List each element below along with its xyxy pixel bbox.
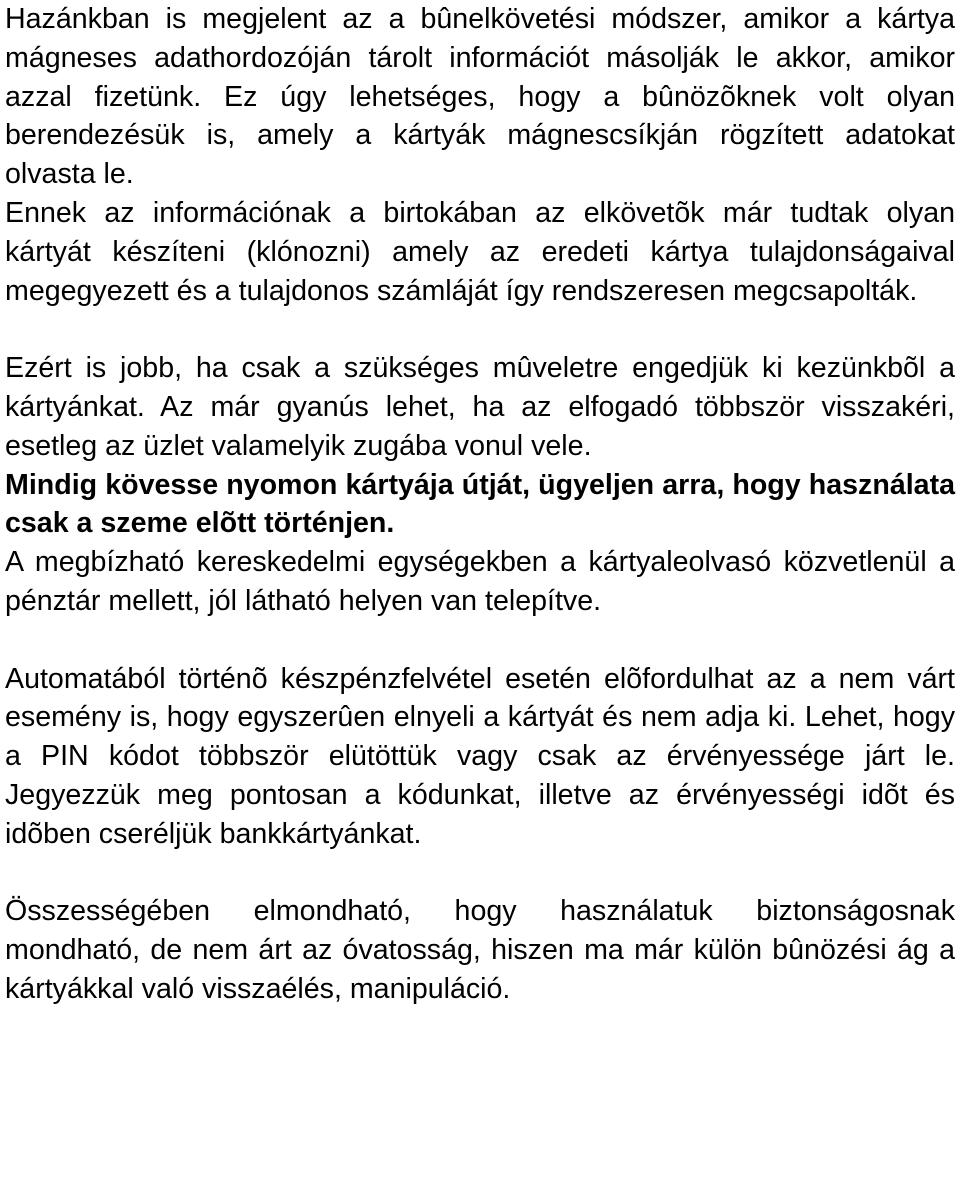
paragraph-keep-card: Ezért is jobb, ha csak a szükséges mûveletre engedjük ki kezünkbõl a kártyánkat. Az már gyanús lehet, ha az elfogadó többször visszakéri, esetleg az üzlet valamelyik zugába vonul vele. [5,352,955,462]
paragraph-summary: Összességében elmondható, hogy használatuk biztonságosnak mondható, de nem árt az óvatosság, hiszen ma már külön bûnözési ág a kártyákkal való visszaélés, manipuláció. [5,895,955,1005]
paragraph-card-skimming: Hazánkban is megjelent az a bûnelkövetési módszer, amikor a kártya mágneses adathordozóján tárolt információt másolják le akkor, amikor azzal fizetünk. Ez úgy lehetséges, hogy a bûnözõknek volt olyan berendezésük is, amely a kártyák mágnescsíkján rögzített adatokat olvasta le. [5,3,955,191]
paragraph-atm: Automatából történõ készpénzfelvétel esetén elõfordulhat az a nem várt esemény is, hogy egyszerûen elnyeli a kártyát és nem adja ki. Lehet, hogy a PIN kódot többször elütöttük vagy csak az érvényessége járt le. Jegyezzük meg pontosan a kódunkat, illetve az érvényességi idõt és idõben cseréljük bankkártyánkat. [5,662,955,850]
paragraph-spacer [5,310,955,349]
paragraph-spacer [5,854,955,893]
paragraph-card-cloning: Ennek az információnak a birtokában az elkövetõk már tudtak olyan kártyát készíteni (klónozni) amely az eredeti kártya tulajdonságaival megegyezett és a tulajdonos számláját így rendszeresen megcsapolták. [5,196,955,307]
paragraph-spacer [5,621,955,660]
paragraph-warning-bold: Mindig kövesse nyomon kártyája útját, ügyeljen arra, hogy használata csak a szeme elõtt történjen. [5,468,955,540]
paragraph-reliable-merchants: A megbízható kereskedelmi egységekben a kártyaleolvasó közvetlenül a pénztár mellett, jól látható helyen van telepítve. [5,546,955,617]
